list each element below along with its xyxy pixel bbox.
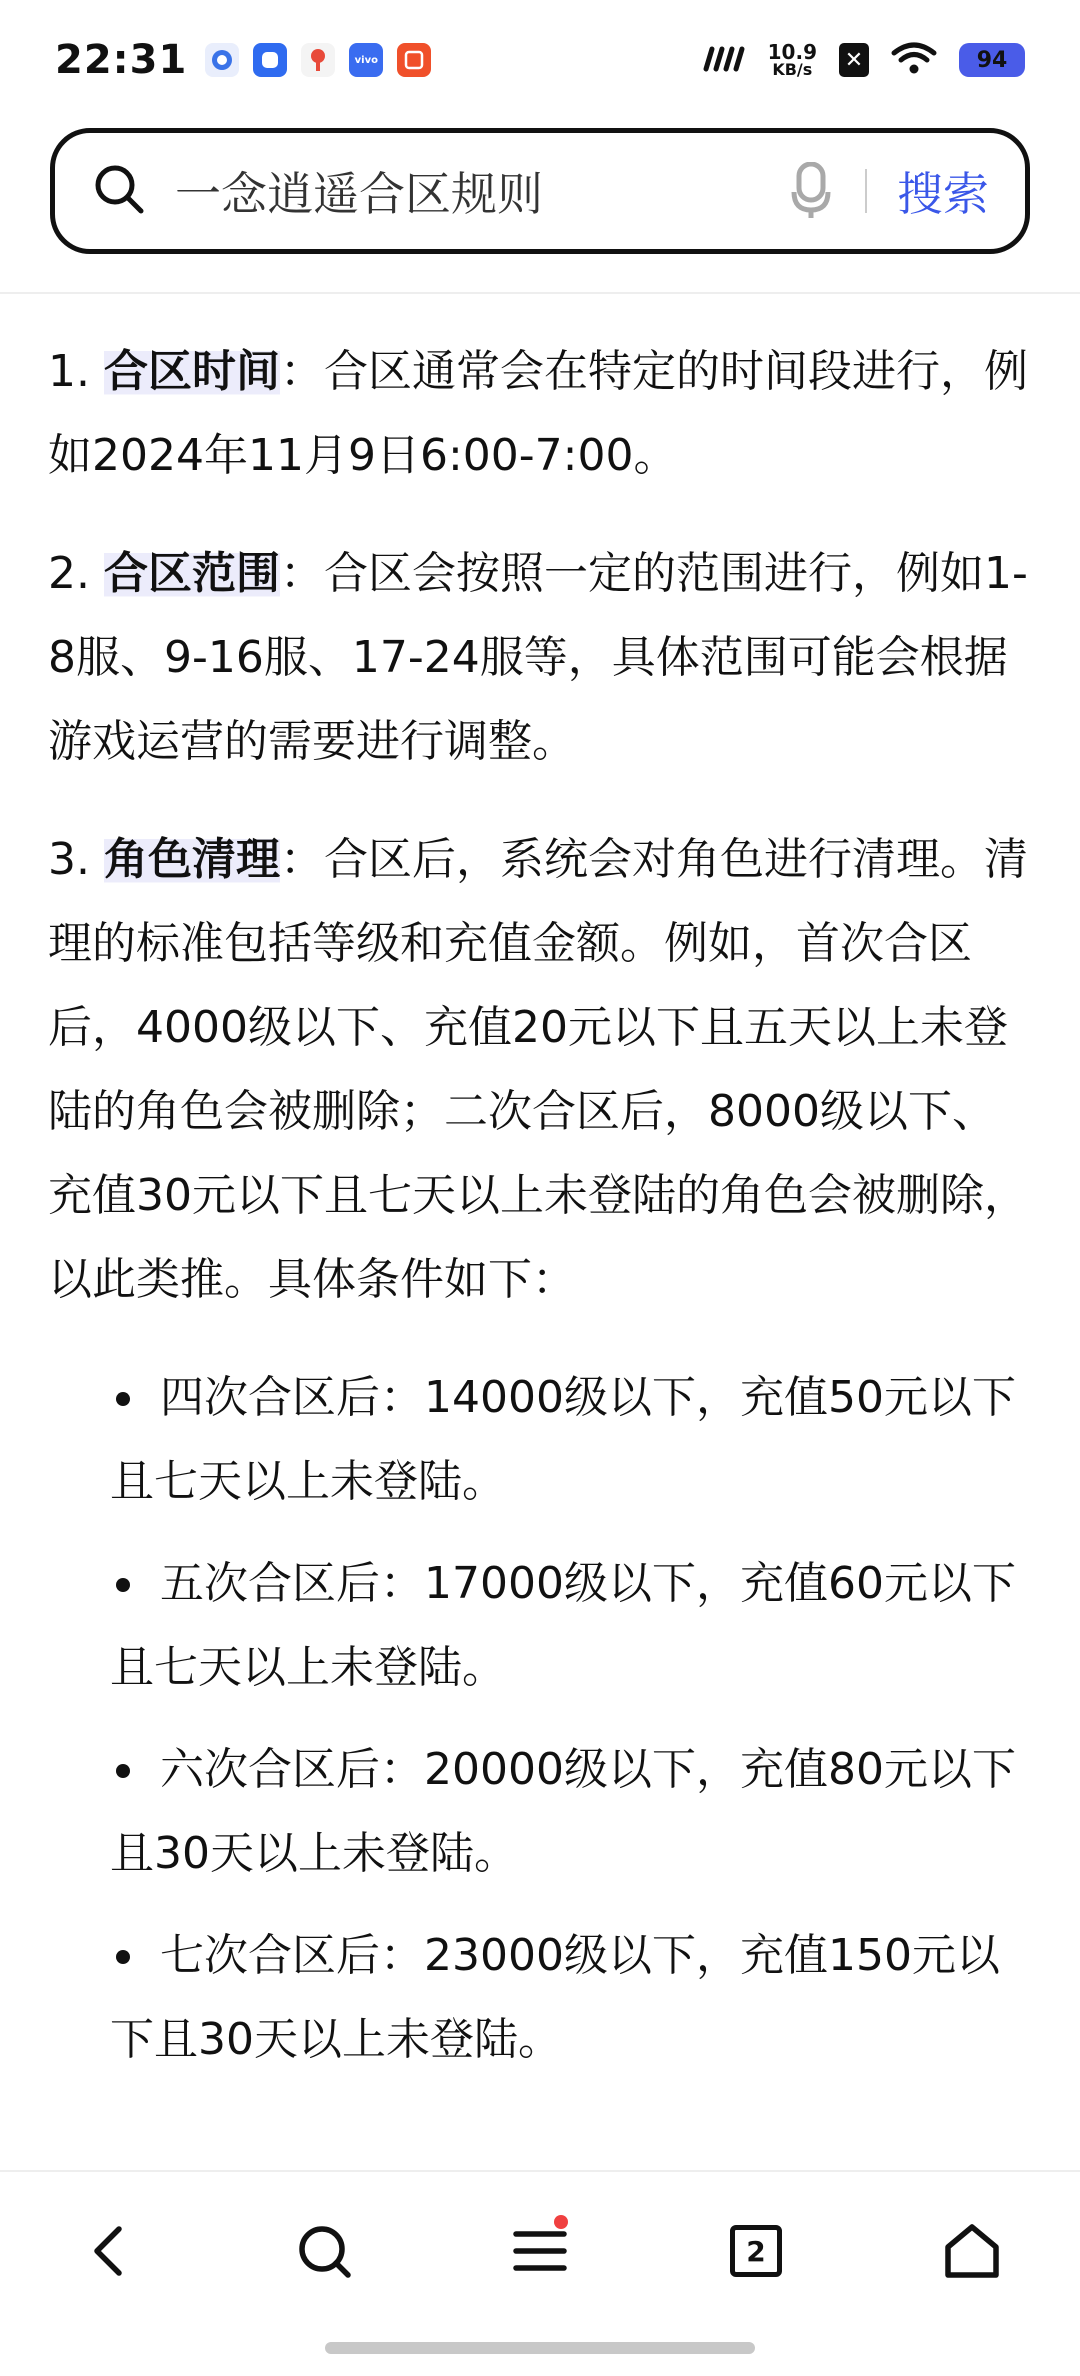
app-notification-icon [253,43,287,77]
search-input[interactable]: 一念逍遥合区规则 [175,167,543,221]
list-item: 七次合区后：23000级以下，充值150元以下且30天以上未登陆。 [48,1914,1038,2082]
tabs-button[interactable] [706,2201,806,2301]
wifi-icon [891,41,937,79]
mic-icon[interactable] [781,162,841,220]
menu-icon [510,2226,570,2276]
status-bar [0,0,1080,120]
notification-badge [554,2215,568,2229]
location-notification-icon [301,43,335,77]
home-button[interactable] [922,2201,1022,2301]
notification-icons [205,43,431,77]
rule-time-text: ：合区通常会在特定的时间段进行，例如2024年11月9日6:00-7:00。 [48,346,1028,481]
tab-count: 2 [746,2234,766,2268]
app-notification-icon [205,43,239,77]
header-divider [0,292,1080,294]
rule-range-text: ：合区会按照一定的范围进行，例如1-8服、9-16服、17-24服等，具体范围可能会根据游戏运营的需要进行调整。 [48,548,1028,767]
search-bar[interactable] [50,128,1030,254]
home-icon [942,2221,1002,2281]
cleanup-conditions-list [48,1356,1038,2082]
article-content [48,330,1038,2100]
rule-time: 1. 合区时间：合区通常会在特定的时间段进行，例如2024年11月9日6:00-7:00。 [48,346,1028,481]
rule-cleanup: 3. 角色清理：合区后，系统会对角色进行清理。清理的标准包括等级和充值金额。例如，首次合区后，4000级以下、充值20元以下且五天以上未登陆的角色会被删除；二次合区后，8000级以下、充值30元以下且七天以上未登陆的角色会被删除，以此类推。具体条件如下： [48,834,1028,1305]
back-icon [83,2221,133,2281]
rule-range-title: 合区范围 [103,548,280,599]
rule-time-title: 合区时间 [103,346,280,397]
taobao-notification-icon [397,43,431,77]
network-speed: 10.9 KB/s [767,40,817,79]
rule-range: 2. 合区范围：合区会按照一定的范围进行，例如1-8服、9-16服、17-24服等，具体范围可能会根据游戏运营的需要进行调整。 [48,548,1028,767]
bottom-nav [0,2170,1080,2330]
vivo-notification-icon: vivo [349,43,383,77]
search-icon [91,161,147,221]
search-divider [865,169,867,213]
list-item: 五次合区后：17000级以下，充值60元以下且七天以上未登陆。 [48,1542,1038,1710]
signal-icon [702,43,746,77]
status-time: 22:31 [55,37,188,83]
search-button[interactable]: 搜索 [897,167,989,221]
list-item: 四次合区后：14000级以下，充值50元以下且七天以上未登陆。 [48,1356,1038,1524]
x-notification-icon: ✕ [839,43,869,77]
search-nav-icon [294,2221,354,2281]
battery-indicator: 94 [959,43,1025,77]
menu-button[interactable] [490,2201,590,2301]
back-button[interactable] [58,2201,158,2301]
home-indicator[interactable] [325,2342,755,2354]
tabs-icon [730,2225,782,2277]
rule-cleanup-text: ：合区后，系统会对角色进行清理。清理的标准包括等级和充值金额。例如，首次合区后，4000级以下、充值20元以下且五天以上未登陆的角色会被删除；二次合区后，8000级以下、充值30元以下且七天以上未登陆的角色会被删除，以此类推。具体条件如下： [48,834,1028,1305]
search-nav-button[interactable] [274,2201,374,2301]
list-item: 六次合区后：20000级以下，充值80元以下且30天以上未登陆。 [48,1728,1038,1896]
rule-cleanup-title: 角色清理 [103,834,280,885]
